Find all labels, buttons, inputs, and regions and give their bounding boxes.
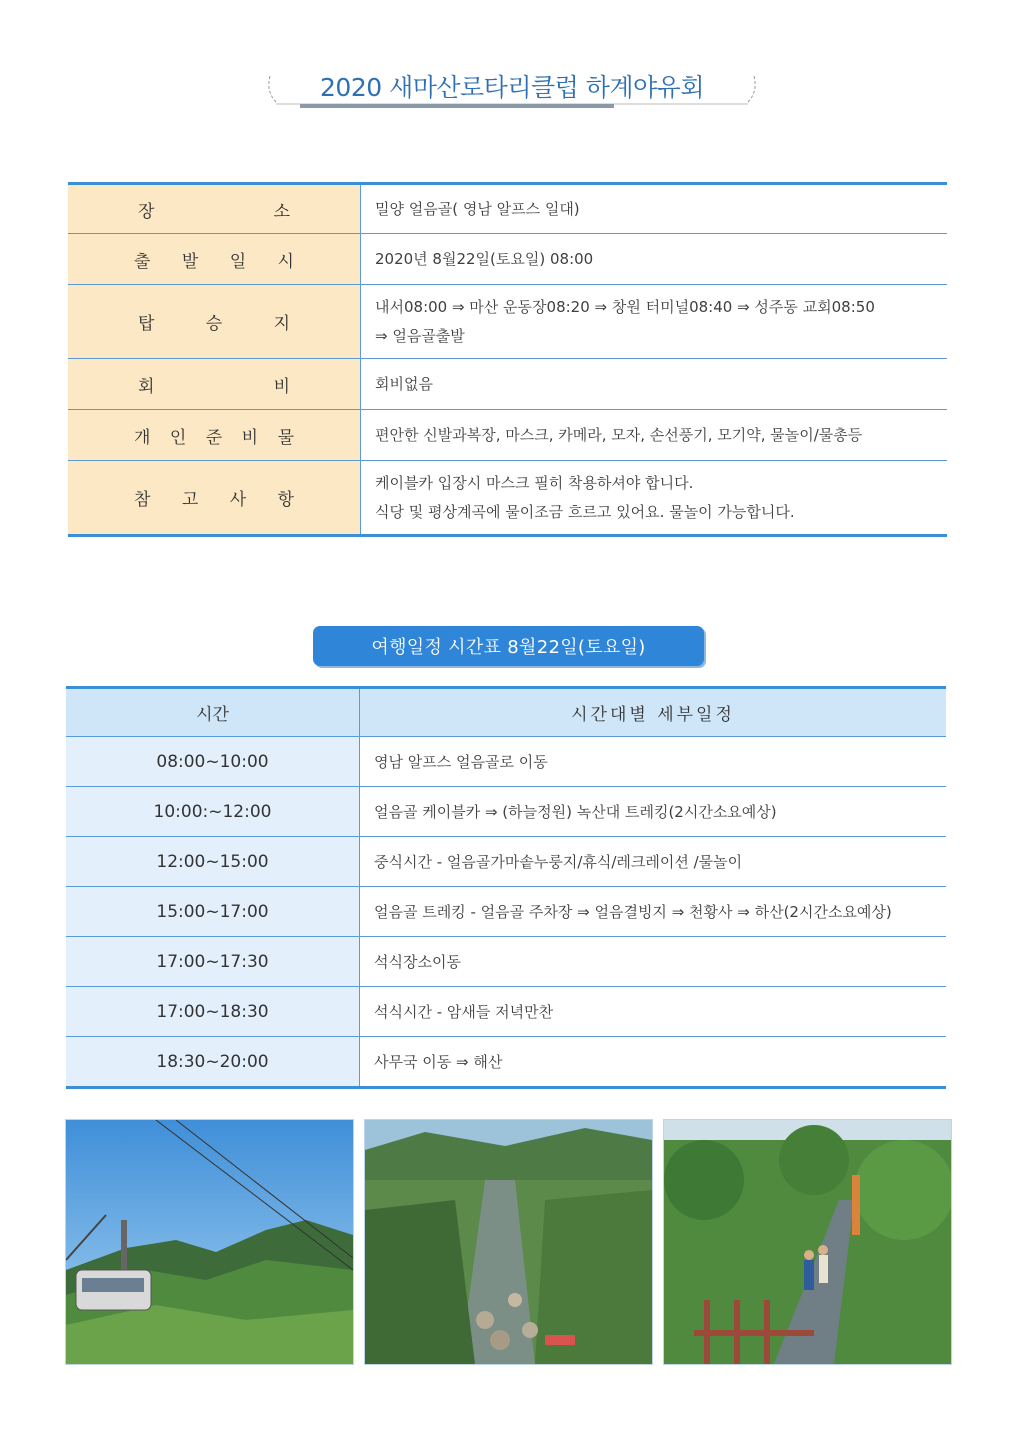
schedule-table — [66, 686, 946, 1089]
info-line: 케이블카 입장시 마스크 필히 착용하셔야 합니다. — [375, 473, 694, 492]
schedule-header — [66, 689, 946, 737]
info-label — [68, 410, 361, 460]
info-label — [68, 234, 361, 284]
table-row — [66, 837, 946, 887]
label-char: 고 — [181, 490, 199, 510]
table-row — [66, 937, 946, 987]
label-char: 발 — [181, 251, 199, 272]
row-time: 12:00~15:00 — [66, 837, 360, 886]
row-time: 08:00~10:00 — [66, 737, 360, 786]
label-char: 개 — [134, 427, 151, 448]
label-char: 소 — [273, 201, 290, 222]
row-time: 17:00~18:30 — [66, 987, 360, 1036]
info-table — [68, 182, 947, 537]
info-line: 밀양 얼음골( 영남 알프스 일대) — [375, 199, 580, 218]
table-row — [66, 1037, 946, 1086]
schedule-badge: 여행일정 시간표 8월22일(토요일) — [313, 626, 704, 666]
info-value — [361, 234, 947, 284]
label-char: 승 — [205, 314, 223, 334]
label-char: 장 — [138, 201, 155, 222]
label-char: 지 — [273, 314, 290, 334]
label-char: 비 — [273, 376, 290, 397]
info-line: 식당 및 평상계곡에 물이조금 흐르고 있어요. 물놀이 가능합니다. — [375, 502, 795, 521]
row-detail: 사무국 이동 ⇒ 해산 — [374, 1053, 503, 1071]
row-detail: 석식장소이동 — [374, 953, 461, 971]
page-title: 2020 새마산로타리클럽 하계야유회 — [320, 73, 704, 102]
row-detail: 영남 알프스 얼음골로 이동 — [374, 753, 548, 771]
info-label — [68, 461, 361, 534]
label-char: 시 — [277, 251, 294, 272]
label-char: 항 — [277, 490, 294, 510]
info-row-items — [68, 410, 947, 461]
cable-car-photo — [65, 1119, 354, 1365]
row-time: 17:00~17:30 — [66, 937, 360, 986]
row-time: 18:30~20:00 — [66, 1037, 360, 1086]
info-value — [361, 461, 947, 534]
info-value — [361, 285, 947, 358]
label-char: 인 — [169, 427, 187, 448]
label-char: 출 — [134, 251, 151, 272]
info-label — [68, 285, 361, 358]
label-char: 준 — [205, 427, 223, 448]
info-line: 편안한 신발과복장, 마스크, 카메라, 모자, 손선풍기, 모기약, 물놀이/물총등 — [375, 425, 863, 444]
header-time: 시간 — [66, 689, 360, 736]
table-row — [66, 787, 946, 837]
table-row — [66, 987, 946, 1037]
info-row-departure — [68, 234, 947, 285]
label-char: 비 — [241, 427, 259, 448]
info-line: 2020년 8월22일(토요일) 08:00 — [375, 249, 594, 268]
row-detail: 석식시간 - 암새들 저녁만찬 — [374, 1003, 554, 1021]
row-time: 10:00:~12:00 — [66, 787, 360, 836]
info-label — [68, 359, 361, 409]
table-row — [66, 737, 946, 787]
label-char: 물 — [277, 427, 294, 448]
info-row-place — [68, 185, 947, 234]
info-row-fee — [68, 359, 947, 410]
info-line: 회비없음 — [375, 374, 433, 393]
trail-walkway-photo — [663, 1119, 952, 1365]
info-label — [68, 185, 361, 233]
info-value — [361, 410, 947, 460]
label-char: 참 — [134, 490, 151, 510]
label-char: 일 — [229, 251, 247, 272]
title-banner — [262, 64, 762, 112]
valley-stream-photo — [364, 1119, 653, 1365]
info-row-notes — [68, 461, 947, 534]
label-char: 회 — [138, 376, 155, 397]
label-char: 사 — [229, 490, 247, 510]
info-line: ⇒ 얼음골출발 — [375, 326, 465, 345]
label-char: 탑 — [138, 314, 155, 334]
row-detail: 중식시간 - 얼음골가마솥누룽지/휴식/레크레이션 /물놀이 — [374, 853, 743, 871]
info-value — [361, 185, 947, 233]
header-detail: 시간대별 세부일정 — [571, 705, 735, 725]
info-row-boarding — [68, 285, 947, 359]
info-line: 내서08:00 ⇒ 마산 운동장08:20 ⇒ 창원 터미널08:40 ⇒ 성주동 교회08:50 — [375, 297, 875, 316]
row-detail: 얼음골 트레킹 - 얼음골 주차장 ⇒ 얼음결빙지 ⇒ 천황사 ⇒ 하산(2시간소요예상) — [374, 903, 892, 921]
info-value — [361, 359, 947, 409]
row-detail: 얼음골 케이블카 ⇒ (하늘정원) 녹산대 트레킹(2시간소요예상) — [374, 803, 777, 821]
row-time: 15:00~17:00 — [66, 887, 360, 936]
table-row — [66, 887, 946, 937]
